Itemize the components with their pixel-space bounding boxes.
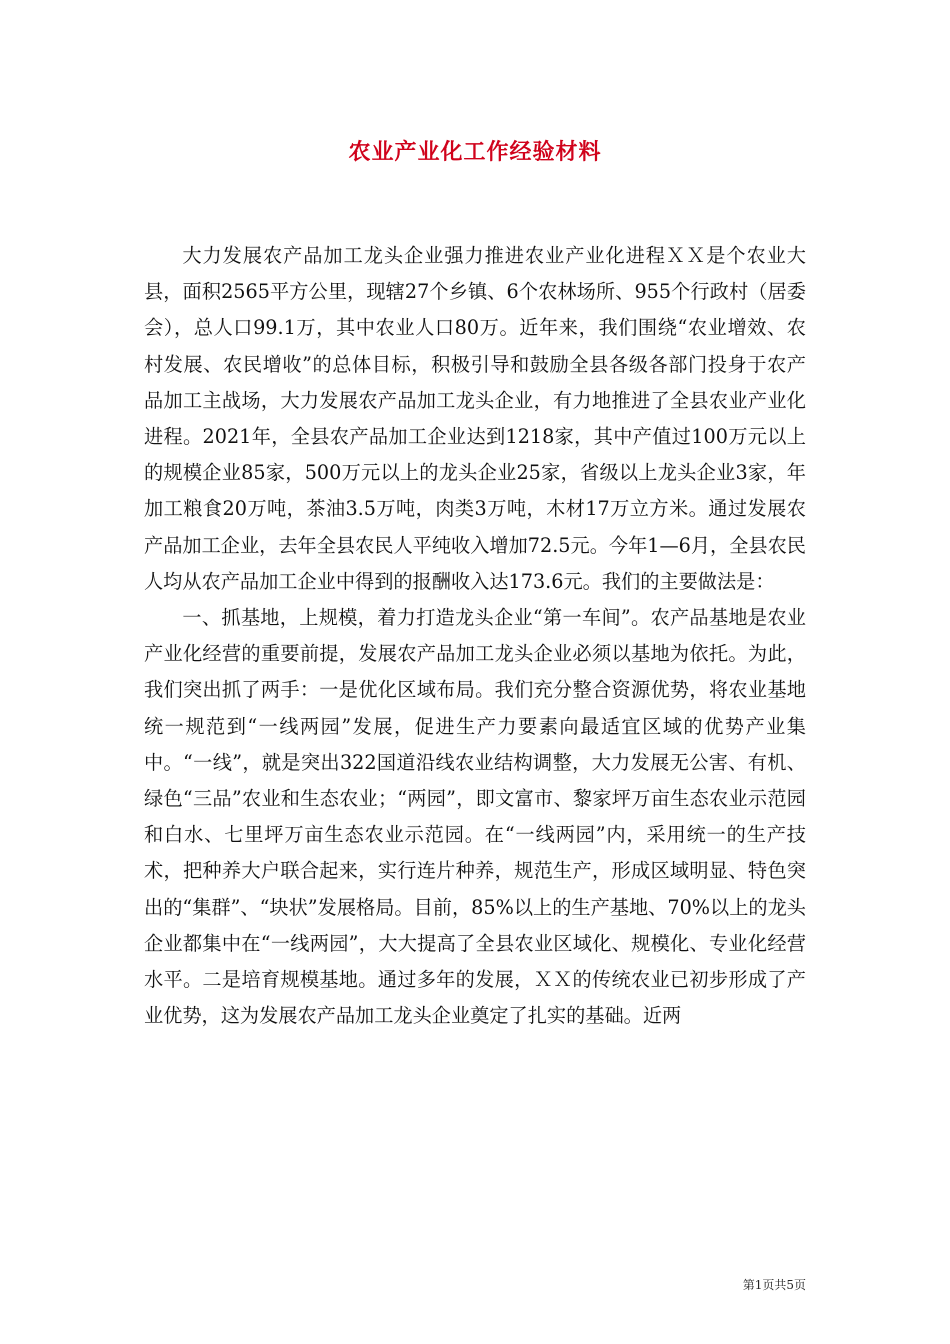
document-title: 农业产业化工作经验材料 <box>348 139 602 165</box>
page-number: 第1页共5页 <box>742 1278 806 1292</box>
document-body <box>144 238 806 1034</box>
paragraph-section-one: 一、抓基地，上规模，着力打造龙头企业“第一车间”。农产品基地是农业产业化经营的重要前提，发展农产品加工龙头企业必须以基地为依托。为此，我们突出抓了两手：一是优化区域布局。我们充分整合资源优势，将农业基地统一规范到“一线两园”发展，促进生产力要素向最适宜区域的优势产业集中。“一线”，就是突出322国道沿线农业结构调整，大力发展无公害、有机、绿色“三品”农业和生态农业；“两园”，即文富市、黎家坪万亩生态农业示范园和白水、七里坪万亩生态农业示范园。在“一线两园”内，采用统一的生产技术，把种养大户联合起来，实行连片种养，规范生产，形成区域明显、特色突出的“集群”、“块状”发展格局。目前，85%以上的生产基地、70%以上的龙头企业都集中在“一线两园”，大大提高了全县农业区域化、规模化、专业化经营水平。二是培育规模基地。通过多年的发展，ＸＸ的传统农业已初步形成了产业优势，这为发展农产品加工龙头企业奠定了扎实的基础。近两 <box>144 606 806 1028</box>
paragraph-intro: 大力发展农产品加工龙头企业强力推进农业产业化进程ＸＸ是个农业大县，面积2565平方公里，现辖27个乡镇、6个农林场所、955个行政村（居委会），总人口99.1万，其中农业人口80万。近年来，我们围绕“农业增效、农村发展、农民增收”的总体目标，积极引导和鼓励全县各级各部门投身于农产品加工主战场，大力发展农产品加工龙头企业，有力地推进了全县农业产业化进程。2021年，全县农产品加工企业达到1218家，其中产值过100万元以上的规模企业85家，500万元以上的龙头企业25家，省级以上龙头企业3家，年加工粮食20万吨，茶油3.5万吨，肉类3万吨，木材17万立方米。通过发展农产品加工企业，去年全县农民人平纯收入增加72.5元。今年1—6月，全县农民人均从农产品加工企业中得到的报酬收入达173.6元。我们的主要做法是： <box>144 244 806 593</box>
